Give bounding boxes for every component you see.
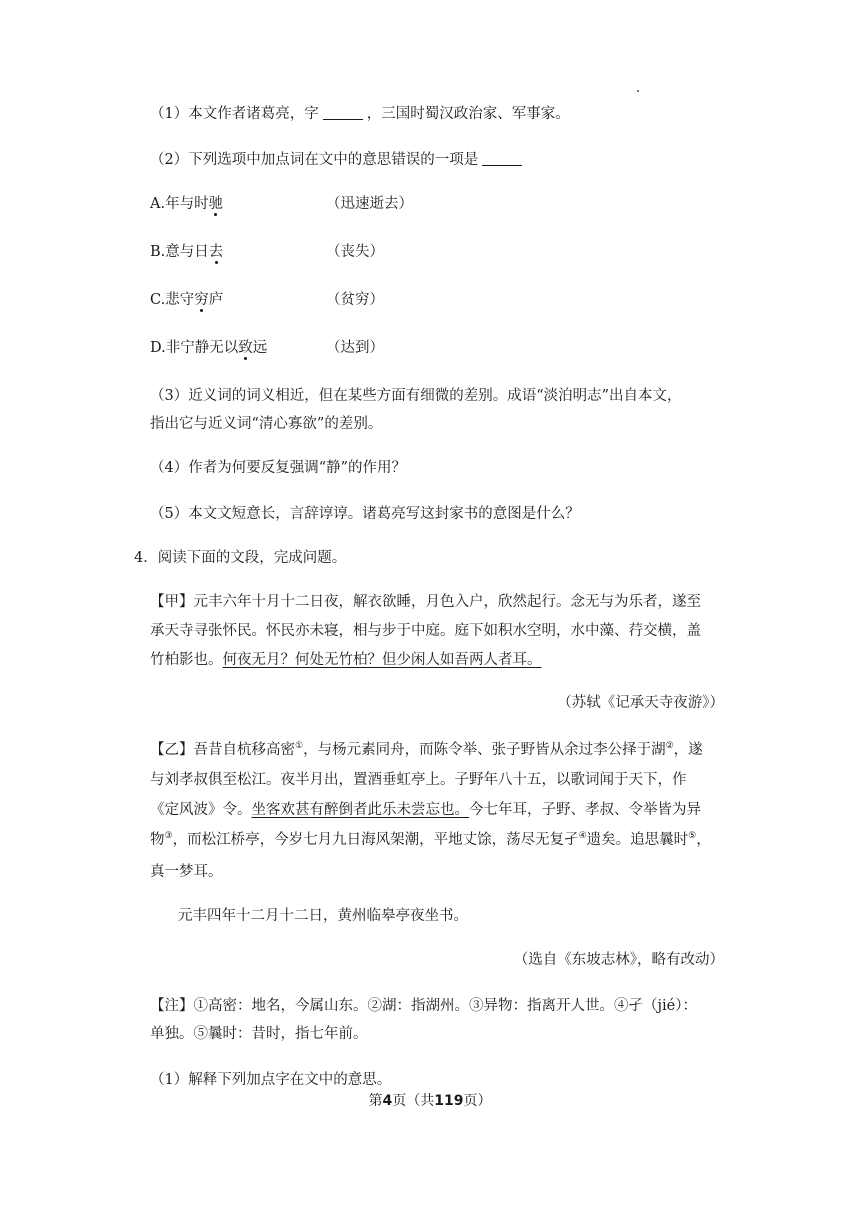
q4-title: 4．阅读下面的文段，完成问题。	[134, 550, 347, 566]
passage-yi-line: 《定风波》令。坐客欢甚有醉倒者此乐未尝忘也。今七年耳，子野、孝叔、令举皆为异	[150, 802, 701, 818]
dotted-char: 去	[208, 244, 224, 260]
dotted-char: 驰	[208, 196, 224, 212]
q3-sub2: （2）下列选项中加点词在文中的意思错误的一项是	[150, 150, 526, 170]
underlined-sentence: 坐客欢甚有醉倒者此乐未尝忘也。	[251, 802, 469, 818]
page-number: 4	[382, 1093, 393, 1109]
option-c: C.悲守穷庐 （贫穷）	[150, 292, 384, 308]
dotted-char: 致	[238, 340, 253, 356]
passage-yi-line: 物③，而松江桥亭，今岁七月九日海风架潮，平地丈馀，荡尽无复孑④遗矣。追思曩时⑤，	[150, 831, 711, 848]
q3-sub5: （5）本文文短意长，言辞谆谆。诸葛亮写这封家书的意图是什么？	[150, 506, 580, 522]
passage-yi-line: 【乙】吾昔自杭移高密①，与杨元素同舟，而陈令举、张子野皆从余过李公择于湖②，遂	[150, 741, 703, 758]
passage-yi-line: 与刘孝叔俱至松江。夜半月出，置酒垂虹亭上。子野年八十五，以歌词闻于天下，作	[150, 772, 687, 788]
option-meaning: （贫穷）	[326, 292, 384, 308]
underlined-sentence: 何夜无月？何处无竹柏？但少闲人如吾两人者耳。	[222, 652, 542, 668]
option-meaning: （达到）	[326, 340, 384, 356]
q3-sub3-line1: （3）近义词的词义相近，但在某些方面有细微的差别。成语“淡泊明志”出自本文，	[150, 388, 682, 404]
option-b: B.意与日去 （丧失）	[150, 244, 384, 260]
stray-dot	[637, 90, 639, 92]
passage-jia-line: 承天寺寻张怀民。怀民亦未寝，相与步于中庭。庭下如积水空明，水中藻、荇交横，盖	[150, 623, 701, 639]
q4-sub1: （1）解释下列加点字在文中的意思。	[150, 1072, 392, 1088]
note-line: 单独。⑤曩时：昔时，指七年前。	[150, 1026, 368, 1042]
q3-sub3-line2: 指出它与近义词“清心寡欲”的差别。	[150, 416, 383, 432]
option-a: A.年与时驰 （迅速逝去）	[150, 196, 413, 212]
answer-blank[interactable]	[482, 151, 522, 166]
passage-yi-source: （选自《东坡志林》，略有改动）	[513, 952, 724, 968]
option-d: D.非宁静无以致远 （达到）	[150, 340, 384, 356]
option-meaning: （迅速逝去）	[326, 196, 413, 212]
page-total: 119	[434, 1093, 464, 1109]
passage-yi-date: 元丰四年十二月十二日，黄州临皋亭夜坐书。	[178, 908, 468, 924]
note-line: 【注】①高密：地名，今属山东。②湖：指湖州。③异物：指离开人世。④孑（jié）：	[150, 998, 697, 1014]
q3-sub4: （4）作者为何要反复强调“静”的作用？	[150, 460, 407, 476]
page-footer: 第4页（共119页）	[368, 1093, 492, 1109]
option-meaning: （丧失）	[326, 244, 384, 260]
passage-jia-line: 竹柏影也。何夜无月？何处无竹柏？但少闲人如吾两人者耳。	[150, 652, 542, 668]
q3-sub1: （1）本文作者诸葛亮，字 ，三国时蜀汉政治家、军事家。	[150, 106, 570, 122]
dotted-char: 穷	[194, 292, 209, 308]
answer-blank[interactable]	[323, 105, 363, 120]
passage-jia-source: （苏轼《记承天寺夜游》）	[557, 695, 724, 711]
passage-jia-line: 【甲】元丰六年十月十二日夜，解衣欲睡，月色入户，欣然起行。念无与为乐者，遂至	[150, 594, 701, 610]
passage-yi-line: 真一梦耳。	[150, 864, 223, 880]
